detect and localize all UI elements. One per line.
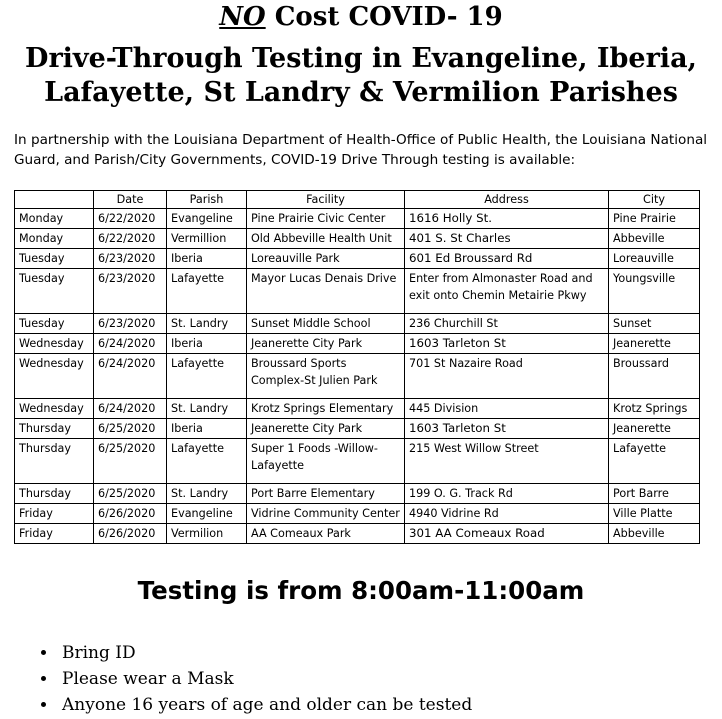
header-facility: Facility bbox=[247, 191, 405, 209]
cell-parish: Vermillion bbox=[167, 229, 247, 249]
cell-address: 4940 Vidrine Rd bbox=[405, 504, 609, 524]
cell-city: Lafayette bbox=[609, 439, 700, 484]
cell-city: Abbeville bbox=[609, 229, 700, 249]
flyer-title-parishes bbox=[0, 42, 722, 110]
cell-address: 215 West Willow Street bbox=[405, 439, 609, 484]
cell-parish: Lafayette bbox=[167, 439, 247, 484]
cell-facility: Old Abbeville Health Unit bbox=[247, 229, 405, 249]
cell-day: Wednesday bbox=[15, 354, 94, 399]
table-row bbox=[15, 439, 700, 484]
list-item-bring-id: • Bring ID bbox=[58, 640, 718, 666]
cell-date: 6/26/2020 bbox=[94, 524, 167, 544]
flyer-title-line-1 bbox=[0, 0, 722, 34]
cell-address: Enter from Almonaster Road and exit onto Chemin Metairie Pkwy bbox=[405, 269, 609, 314]
table-row bbox=[15, 524, 700, 544]
cell-address: 701 St Nazaire Road bbox=[405, 354, 609, 399]
header-day bbox=[15, 191, 94, 209]
cell-date: 6/25/2020 bbox=[94, 439, 167, 484]
cell-city: Sunset bbox=[609, 314, 700, 334]
cell-parish: Lafayette bbox=[167, 354, 247, 399]
table-row bbox=[15, 354, 700, 399]
cell-city: Loreauville bbox=[609, 249, 700, 269]
cell-facility: Jeanerette City Park bbox=[247, 419, 405, 439]
cell-address: 236 Churchill St bbox=[405, 314, 609, 334]
cell-date: 6/23/2020 bbox=[94, 249, 167, 269]
cell-city: Ville Platte bbox=[609, 504, 700, 524]
title-cost-text: Cost COVID- 19 bbox=[265, 2, 503, 32]
table-row bbox=[15, 314, 700, 334]
table-row bbox=[15, 484, 700, 504]
table-row bbox=[15, 229, 700, 249]
cell-city: Broussard bbox=[609, 354, 700, 399]
cell-facility: Port Barre Elementary bbox=[247, 484, 405, 504]
list-item-wear-mask: • Please wear a Mask bbox=[58, 666, 718, 692]
header-city: City bbox=[609, 191, 700, 209]
cell-day: Thursday bbox=[15, 419, 94, 439]
cell-address: 1603 Tarleton St bbox=[405, 334, 609, 354]
cell-date: 6/24/2020 bbox=[94, 354, 167, 399]
cell-facility: Broussard Sports Complex-St Julien Park bbox=[247, 354, 405, 399]
cell-date: 6/23/2020 bbox=[94, 269, 167, 314]
testing-hours-heading: Testing is from 8:00am-11:00am bbox=[137, 576, 585, 605]
cell-facility: Vidrine Community Center bbox=[247, 504, 405, 524]
cell-day: Tuesday bbox=[15, 249, 94, 269]
table-row bbox=[15, 249, 700, 269]
cell-day: Tuesday bbox=[15, 269, 94, 314]
header-date: Date bbox=[94, 191, 167, 209]
table-row bbox=[15, 334, 700, 354]
cell-city: Jeanerette bbox=[609, 334, 700, 354]
cell-day: Tuesday bbox=[15, 314, 94, 334]
table-row bbox=[15, 419, 700, 439]
cell-city: Pine Prairie bbox=[609, 209, 700, 229]
cell-facility: Krotz Springs Elementary bbox=[247, 399, 405, 419]
cell-date: 6/22/2020 bbox=[94, 229, 167, 249]
header-parish: Parish bbox=[167, 191, 247, 209]
table-header-row bbox=[15, 191, 700, 209]
cell-date: 6/26/2020 bbox=[94, 504, 167, 524]
header-address: Address bbox=[405, 191, 609, 209]
table-row bbox=[15, 269, 700, 314]
cell-date: 6/25/2020 bbox=[94, 419, 167, 439]
cell-facility: Jeanerette City Park bbox=[247, 334, 405, 354]
cell-parish: St. Landry bbox=[167, 484, 247, 504]
cell-address: 301 AA Comeaux Road bbox=[405, 524, 609, 544]
cell-day: Friday bbox=[15, 524, 94, 544]
cell-parish: Iberia bbox=[167, 334, 247, 354]
cell-address: 1616 Holly St. bbox=[405, 209, 609, 229]
cell-parish: Vermilion bbox=[167, 524, 247, 544]
cell-parish: Evangeline bbox=[167, 504, 247, 524]
cell-date: 6/24/2020 bbox=[94, 399, 167, 419]
cell-parish: Lafayette bbox=[167, 269, 247, 314]
cell-address: 601 Ed Broussard Rd bbox=[405, 249, 609, 269]
cell-city: Abbeville bbox=[609, 524, 700, 544]
cell-city: Krotz Springs bbox=[609, 399, 700, 419]
cell-facility: Super 1 Foods -Willow-Lafayette bbox=[247, 439, 405, 484]
cell-parish: Iberia bbox=[167, 419, 247, 439]
table-row bbox=[15, 209, 700, 229]
cell-facility: Loreauville Park bbox=[247, 249, 405, 269]
cell-day: Monday bbox=[15, 209, 94, 229]
list-item-age-eligibility: • Anyone 16 years of age and older can be tested bbox=[58, 692, 718, 718]
cell-address: 1603 Tarleton St bbox=[405, 419, 609, 439]
cell-date: 6/24/2020 bbox=[94, 334, 167, 354]
cell-day: Wednesday bbox=[15, 334, 94, 354]
cell-day: Thursday bbox=[15, 484, 94, 504]
no-cost-emphasis: NO bbox=[219, 2, 266, 32]
cell-parish: St. Landry bbox=[167, 314, 247, 334]
testing-schedule-table bbox=[14, 190, 700, 544]
requirements-list bbox=[36, 640, 718, 718]
cell-parish: St. Landry bbox=[167, 399, 247, 419]
cell-facility: AA Comeaux Park bbox=[247, 524, 405, 544]
cell-address: 199 O. G. Track Rd bbox=[405, 484, 609, 504]
cell-facility: Sunset Middle School bbox=[247, 314, 405, 334]
cell-date: 6/22/2020 bbox=[94, 209, 167, 229]
cell-address: 401 S. St Charles bbox=[405, 229, 609, 249]
cell-city: Jeanerette bbox=[609, 419, 700, 439]
cell-address: 445 Division bbox=[405, 399, 609, 419]
cell-city: Youngsville bbox=[609, 269, 700, 314]
cell-facility: Pine Prairie Civic Center bbox=[247, 209, 405, 229]
cell-city: Port Barre bbox=[609, 484, 700, 504]
table-row bbox=[15, 504, 700, 524]
table-row bbox=[15, 399, 700, 419]
cell-day: Wednesday bbox=[15, 399, 94, 419]
cell-facility: Mayor Lucas Denais Drive bbox=[247, 269, 405, 314]
cell-parish: Iberia bbox=[167, 249, 247, 269]
cell-parish: Evangeline bbox=[167, 209, 247, 229]
cell-date: 6/23/2020 bbox=[94, 314, 167, 334]
cell-date: 6/25/2020 bbox=[94, 484, 167, 504]
intro-paragraph: In partnership with the Louisiana Department of Health-Office of Public Health, the Louisiana National Guard, and Parish/City Governments, COVID-19 Drive Through testing is available: bbox=[14, 132, 708, 168]
cell-day: Friday bbox=[15, 504, 94, 524]
title-line-3: Lafayette, St Landry & Vermilion Parishes bbox=[44, 77, 678, 108]
title-line-2: Drive-Through Testing in Evangeline, Iberia, bbox=[25, 43, 697, 74]
cell-day: Thursday bbox=[15, 439, 94, 484]
cell-day: Monday bbox=[15, 229, 94, 249]
